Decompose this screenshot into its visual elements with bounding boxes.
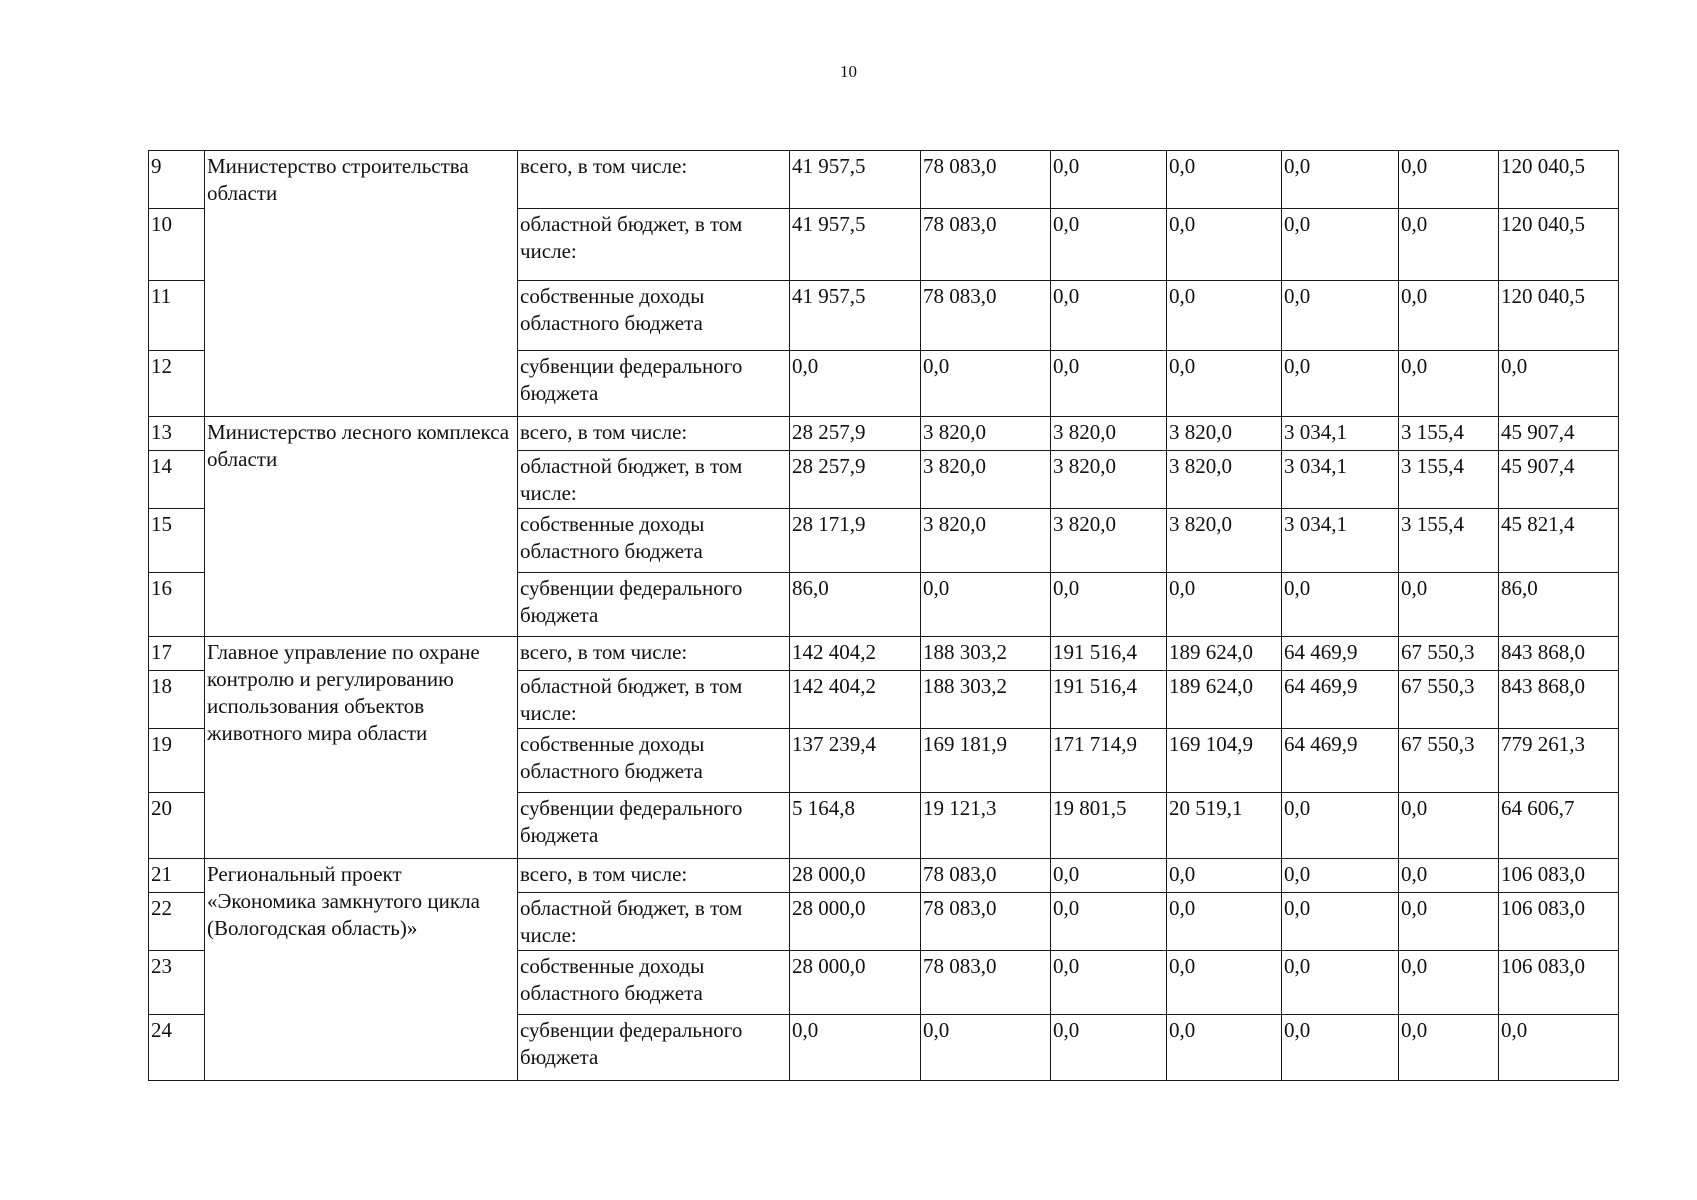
value-cell: 0,0 xyxy=(1051,859,1167,893)
value-cell: 169 104,9 xyxy=(1167,729,1282,793)
value-cell: 0,0 xyxy=(790,351,921,417)
value-cell: 0,0 xyxy=(1282,793,1399,859)
funding-source-cell: всего, в том числе: xyxy=(518,859,790,893)
funding-source-cell: субвенции федерального бюджета xyxy=(518,1015,790,1081)
row-number-cell: 11 xyxy=(149,281,205,351)
value-cell: 3 034,1 xyxy=(1282,509,1399,573)
value-cell: 171 714,9 xyxy=(1051,729,1167,793)
value-cell: 137 239,4 xyxy=(790,729,921,793)
value-cell: 67 550,3 xyxy=(1399,671,1499,729)
value-cell: 0,0 xyxy=(1282,1015,1399,1081)
value-cell: 0,0 xyxy=(1399,793,1499,859)
table-row xyxy=(149,637,1619,671)
value-cell: 0,0 xyxy=(1399,151,1499,209)
value-cell: 28 000,0 xyxy=(790,951,921,1015)
value-cell: 0,0 xyxy=(1167,951,1282,1015)
value-cell: 0,0 xyxy=(1167,351,1282,417)
funding-source-cell: собственные доходы областного бюджета xyxy=(518,281,790,351)
value-cell: 0,0 xyxy=(1051,1015,1167,1081)
funding-source-cell: всего, в том числе: xyxy=(518,637,790,671)
value-cell: 3 820,0 xyxy=(1167,417,1282,451)
total-value-cell: 86,0 xyxy=(1499,573,1619,637)
row-number-cell: 17 xyxy=(149,637,205,671)
value-cell: 41 957,5 xyxy=(790,209,921,281)
value-cell: 3 820,0 xyxy=(1051,417,1167,451)
value-cell: 86,0 xyxy=(790,573,921,637)
value-cell: 78 083,0 xyxy=(921,893,1051,951)
value-cell: 0,0 xyxy=(1167,209,1282,281)
total-value-cell: 106 083,0 xyxy=(1499,893,1619,951)
executor-name-cell: Министерство лесного комплекса области xyxy=(205,417,518,637)
total-value-cell: 45 821,4 xyxy=(1499,509,1619,573)
value-cell: 3 155,4 xyxy=(1399,417,1499,451)
value-cell: 0,0 xyxy=(790,1015,921,1081)
row-number-cell: 10 xyxy=(149,209,205,281)
value-cell: 0,0 xyxy=(1282,281,1399,351)
value-cell: 0,0 xyxy=(921,351,1051,417)
value-cell: 3 820,0 xyxy=(1051,509,1167,573)
value-cell: 0,0 xyxy=(1167,1015,1282,1081)
value-cell: 19 121,3 xyxy=(921,793,1051,859)
executor-name-cell: Главное управление по охране контролю и регулированию использования объектов животного мира области xyxy=(205,637,518,859)
total-value-cell: 120 040,5 xyxy=(1499,281,1619,351)
table-row xyxy=(149,417,1619,451)
total-value-cell: 779 261,3 xyxy=(1499,729,1619,793)
row-number-cell: 14 xyxy=(149,451,205,509)
row-number-cell: 13 xyxy=(149,417,205,451)
row-number-cell: 15 xyxy=(149,509,205,573)
value-cell: 78 083,0 xyxy=(921,209,1051,281)
value-cell: 189 624,0 xyxy=(1167,671,1282,729)
value-cell: 41 957,5 xyxy=(790,151,921,209)
value-cell: 0,0 xyxy=(1167,573,1282,637)
total-value-cell: 106 083,0 xyxy=(1499,951,1619,1015)
value-cell: 0,0 xyxy=(1167,151,1282,209)
total-value-cell: 120 040,5 xyxy=(1499,209,1619,281)
value-cell: 142 404,2 xyxy=(790,671,921,729)
funding-source-cell: областной бюджет, в том числе: xyxy=(518,671,790,729)
value-cell: 67 550,3 xyxy=(1399,637,1499,671)
funding-source-cell: областной бюджет, в том числе: xyxy=(518,451,790,509)
value-cell: 0,0 xyxy=(1282,209,1399,281)
value-cell: 142 404,2 xyxy=(790,637,921,671)
value-cell: 67 550,3 xyxy=(1399,729,1499,793)
total-value-cell: 64 606,7 xyxy=(1499,793,1619,859)
value-cell: 3 820,0 xyxy=(1167,509,1282,573)
row-number-cell: 9 xyxy=(149,151,205,209)
value-cell: 0,0 xyxy=(1051,893,1167,951)
value-cell: 0,0 xyxy=(1167,859,1282,893)
value-cell: 0,0 xyxy=(1399,281,1499,351)
value-cell: 189 624,0 xyxy=(1167,637,1282,671)
total-value-cell: 0,0 xyxy=(1499,1015,1619,1081)
value-cell: 0,0 xyxy=(1399,1015,1499,1081)
value-cell: 169 181,9 xyxy=(921,729,1051,793)
value-cell: 0,0 xyxy=(1167,893,1282,951)
total-value-cell: 120 040,5 xyxy=(1499,151,1619,209)
value-cell: 0,0 xyxy=(1051,281,1167,351)
value-cell: 41 957,5 xyxy=(790,281,921,351)
value-cell: 0,0 xyxy=(1282,573,1399,637)
value-cell: 0,0 xyxy=(1282,951,1399,1015)
funding-source-cell: субвенции федерального бюджета xyxy=(518,351,790,417)
funding-source-cell: всего, в том числе: xyxy=(518,151,790,209)
value-cell: 3 820,0 xyxy=(1051,451,1167,509)
value-cell: 3 820,0 xyxy=(921,451,1051,509)
value-cell: 0,0 xyxy=(1399,951,1499,1015)
value-cell: 0,0 xyxy=(921,573,1051,637)
value-cell: 0,0 xyxy=(1051,151,1167,209)
value-cell: 0,0 xyxy=(1051,951,1167,1015)
value-cell: 0,0 xyxy=(1051,209,1167,281)
value-cell: 78 083,0 xyxy=(921,951,1051,1015)
value-cell: 0,0 xyxy=(1282,351,1399,417)
value-cell: 19 801,5 xyxy=(1051,793,1167,859)
value-cell: 3 155,4 xyxy=(1399,451,1499,509)
value-cell: 3 820,0 xyxy=(921,417,1051,451)
value-cell: 0,0 xyxy=(921,1015,1051,1081)
value-cell: 64 469,9 xyxy=(1282,637,1399,671)
funding-source-cell: собственные доходы областного бюджета xyxy=(518,509,790,573)
value-cell: 78 083,0 xyxy=(921,859,1051,893)
total-value-cell: 0,0 xyxy=(1499,351,1619,417)
value-cell: 3 034,1 xyxy=(1282,417,1399,451)
row-number-cell: 12 xyxy=(149,351,205,417)
total-value-cell: 45 907,4 xyxy=(1499,451,1619,509)
value-cell: 0,0 xyxy=(1051,351,1167,417)
row-number-cell: 19 xyxy=(149,729,205,793)
value-cell: 3 820,0 xyxy=(921,509,1051,573)
value-cell: 0,0 xyxy=(1282,893,1399,951)
executor-name-cell: Министерство строительства области xyxy=(205,151,518,417)
value-cell: 64 469,9 xyxy=(1282,671,1399,729)
total-value-cell: 106 083,0 xyxy=(1499,859,1619,893)
row-number-cell: 22 xyxy=(149,893,205,951)
value-cell: 28 257,9 xyxy=(790,417,921,451)
total-value-cell: 843 868,0 xyxy=(1499,671,1619,729)
funding-source-cell: областной бюджет, в том числе: xyxy=(518,893,790,951)
value-cell: 0,0 xyxy=(1399,573,1499,637)
value-cell: 0,0 xyxy=(1282,859,1399,893)
table-row xyxy=(149,151,1619,209)
table-body xyxy=(149,151,1619,1081)
row-number-cell: 23 xyxy=(149,951,205,1015)
value-cell: 3 034,1 xyxy=(1282,451,1399,509)
funding-source-cell: собственные доходы областного бюджета xyxy=(518,729,790,793)
value-cell: 0,0 xyxy=(1399,209,1499,281)
value-cell: 28 000,0 xyxy=(790,859,921,893)
row-number-cell: 21 xyxy=(149,859,205,893)
total-value-cell: 45 907,4 xyxy=(1499,417,1619,451)
budget-table xyxy=(148,150,1619,1081)
funding-source-cell: собственные доходы областного бюджета xyxy=(518,951,790,1015)
value-cell: 0,0 xyxy=(1399,893,1499,951)
value-cell: 0,0 xyxy=(1051,573,1167,637)
value-cell: 78 083,0 xyxy=(921,151,1051,209)
row-number-cell: 20 xyxy=(149,793,205,859)
total-value-cell: 843 868,0 xyxy=(1499,637,1619,671)
value-cell: 0,0 xyxy=(1399,859,1499,893)
value-cell: 64 469,9 xyxy=(1282,729,1399,793)
row-number-cell: 18 xyxy=(149,671,205,729)
value-cell: 78 083,0 xyxy=(921,281,1051,351)
executor-name-cell: Региональный проект «Экономика замкнутого цикла (Вологодская область)» xyxy=(205,859,518,1081)
value-cell: 5 164,8 xyxy=(790,793,921,859)
value-cell: 3 155,4 xyxy=(1399,509,1499,573)
value-cell: 188 303,2 xyxy=(921,637,1051,671)
funding-source-cell: всего, в том числе: xyxy=(518,417,790,451)
value-cell: 28 000,0 xyxy=(790,893,921,951)
value-cell: 0,0 xyxy=(1167,281,1282,351)
value-cell: 3 820,0 xyxy=(1167,451,1282,509)
value-cell: 0,0 xyxy=(1282,151,1399,209)
page-number: 10 xyxy=(840,62,857,81)
row-number-cell: 24 xyxy=(149,1015,205,1081)
funding-source-cell: областной бюджет, в том числе: xyxy=(518,209,790,281)
value-cell: 20 519,1 xyxy=(1167,793,1282,859)
value-cell: 28 257,9 xyxy=(790,451,921,509)
value-cell: 0,0 xyxy=(1399,351,1499,417)
row-number-cell: 16 xyxy=(149,573,205,637)
table-row xyxy=(149,859,1619,893)
funding-source-cell: субвенции федерального бюджета xyxy=(518,793,790,859)
value-cell: 191 516,4 xyxy=(1051,637,1167,671)
funding-source-cell: субвенции федерального бюджета xyxy=(518,573,790,637)
value-cell: 188 303,2 xyxy=(921,671,1051,729)
value-cell: 28 171,9 xyxy=(790,509,921,573)
value-cell: 191 516,4 xyxy=(1051,671,1167,729)
